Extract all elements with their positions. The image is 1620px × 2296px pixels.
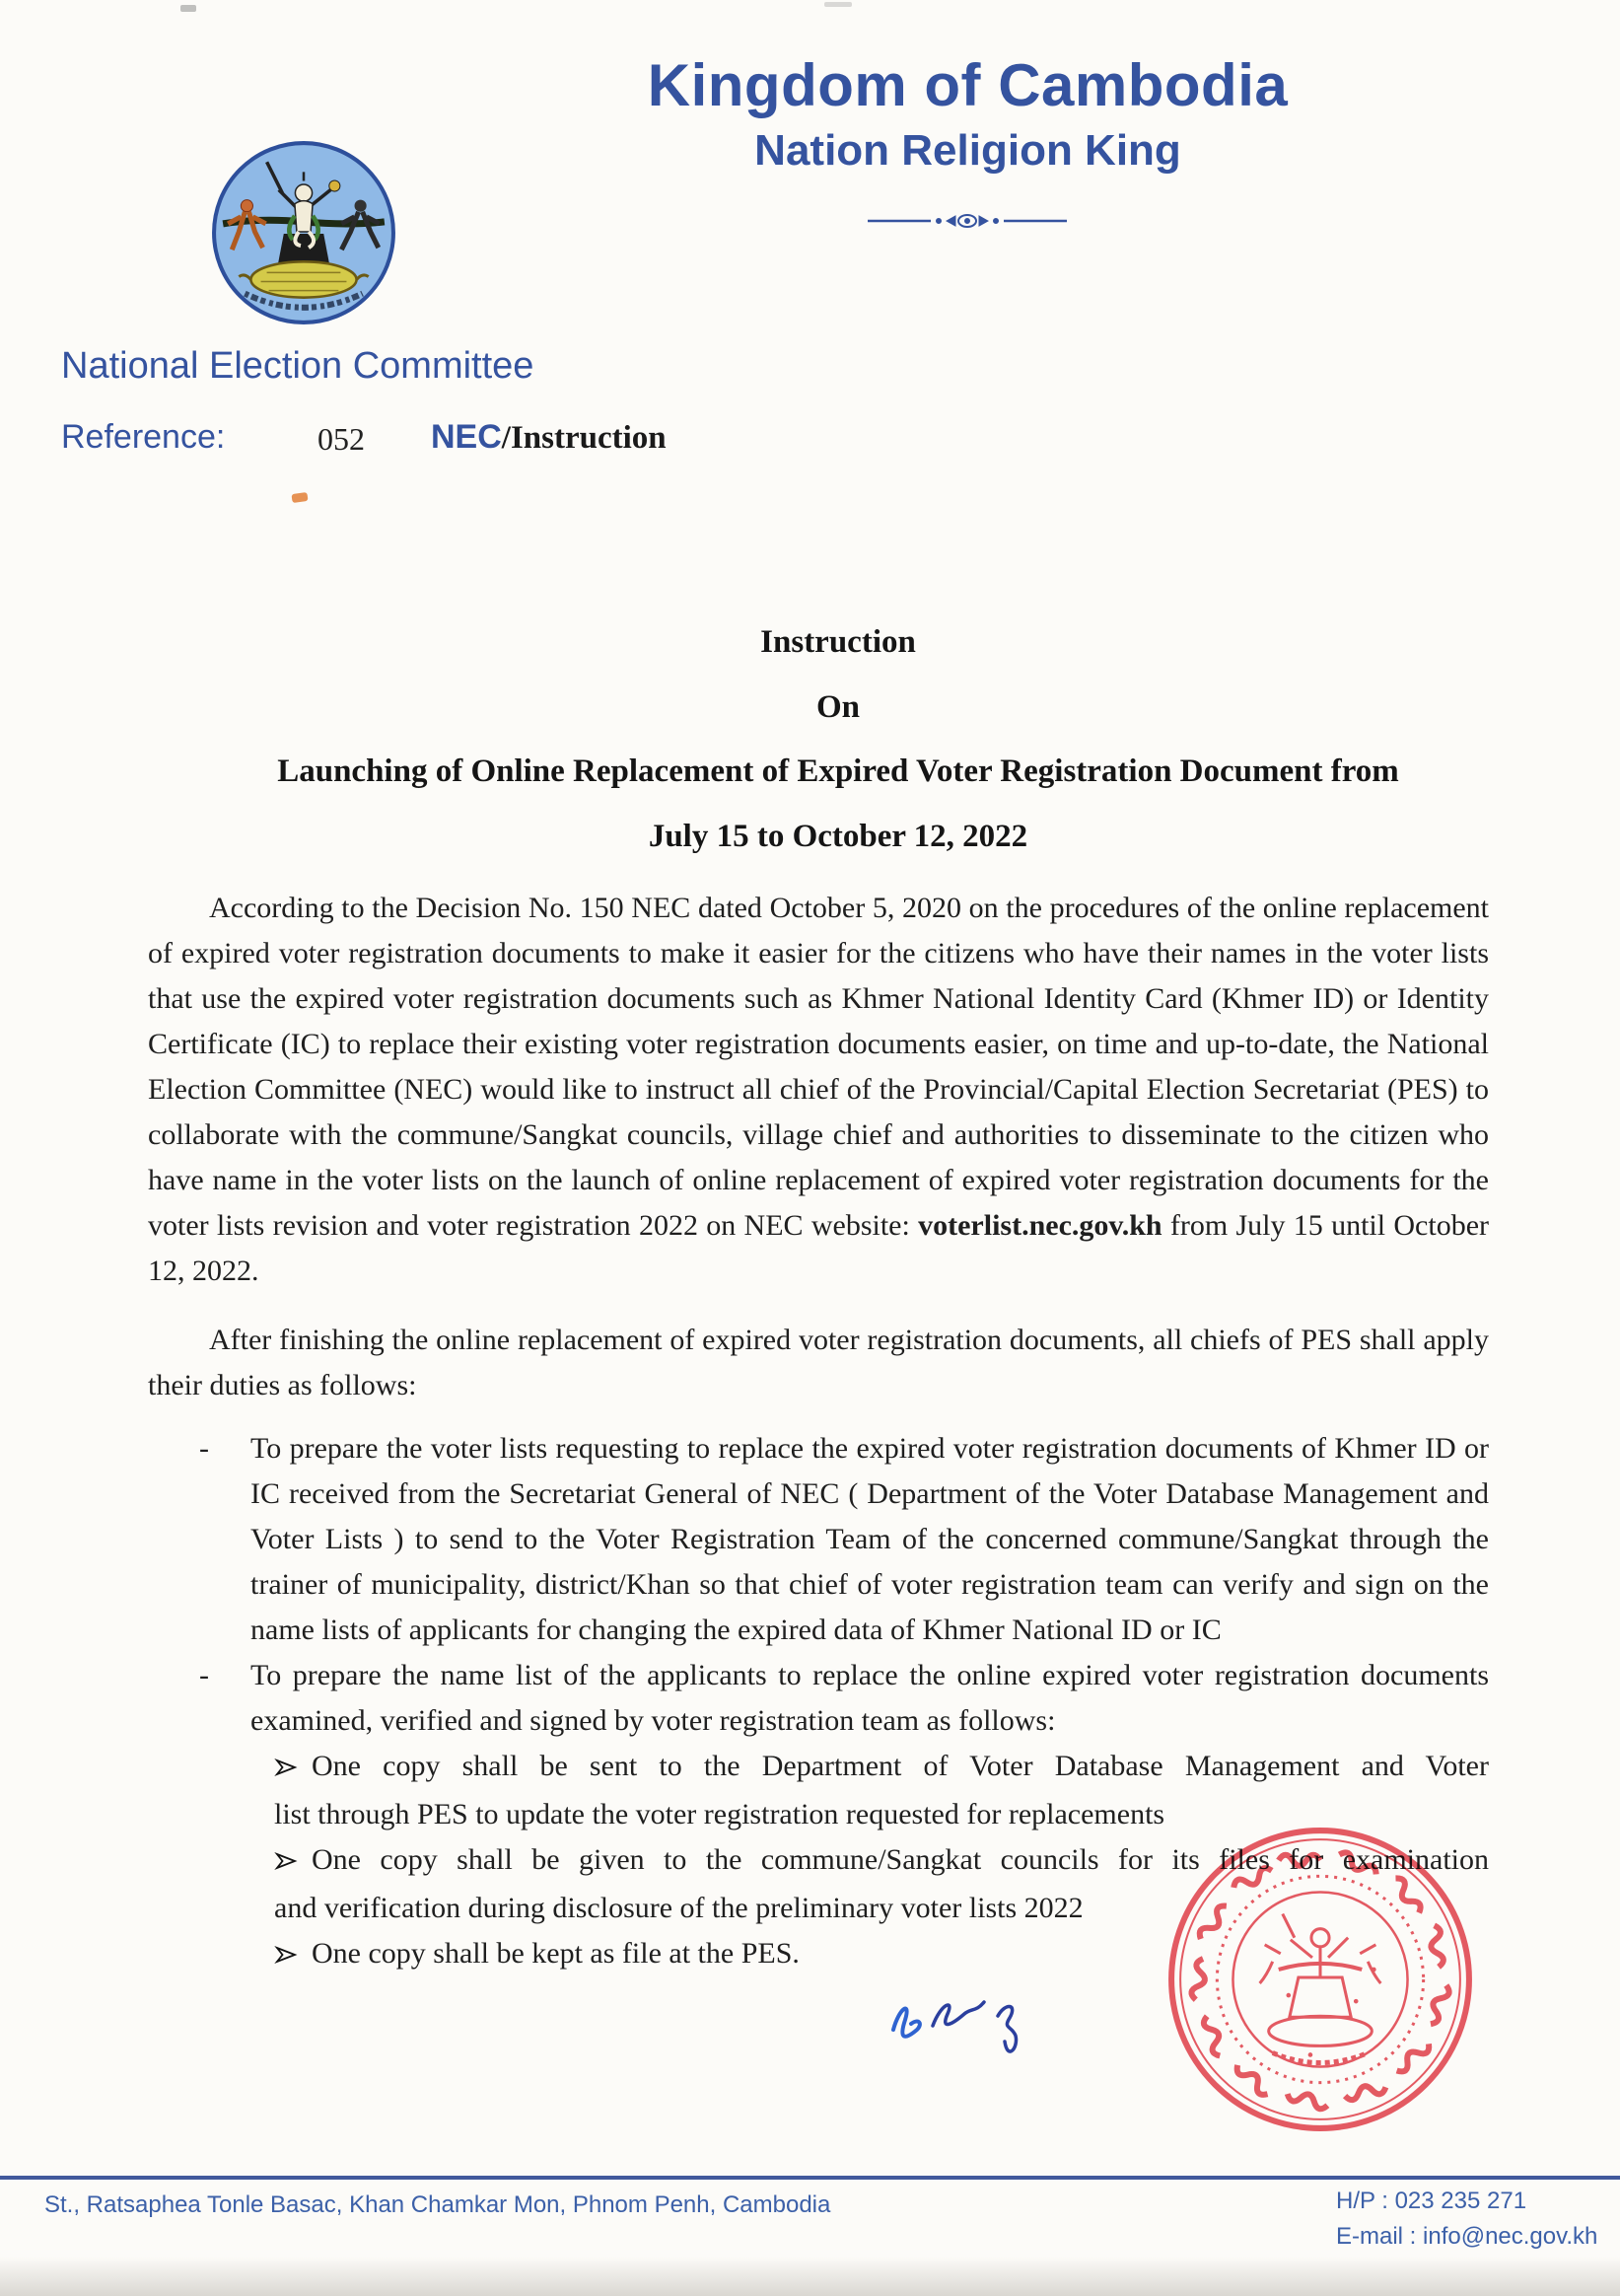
paragraph-1-text: According to the Decision No. 150 NEC dated October 5, 2020 on the procedures of the online replacement of expired voter registration documents to make it easier for the citizens who have their names in the voter lists that use the expired voter registration documents such as Khmer National Identity Card (Khmer ID) or Identity Certificate (IC) to replace their existing voter registration documents easier, on time and up-to-date, the National Election Committee (NEC) would like to instruct all chief of the Provincial/Capital Election Secretariat (PES) to collaborate with the commune/Sangkat councils, village chief and authorities to disseminate to the citizen who have name in the voter lists on the launch of online replacement of expired voter registration documents for the voter lists revision and voter registration 2022 on NEC website: [148,892,1489,1242]
arrow-bullet-icon [274,1840,298,1886]
sub-bullet-1-line2: list through PES to update the voter registration requested for replacements [274,1798,1165,1830]
instruction-title-line2: On [815,689,861,725]
website-url-bold: voterlist.nec.gov.kh [918,1209,1162,1242]
reference-org [431,418,667,457]
nec-emblem-logo-icon [209,138,398,332]
dash-marker: - [199,1659,209,1691]
sub-bullet-2-line2: and verification during disclosure of the preliminary voter lists 2022 [274,1892,1084,1924]
document-body [148,886,1489,1979]
reference-org-text: NEC [431,418,502,456]
footer-phone: H/P : 023 235 271 [1336,2188,1527,2214]
sub-bullet-1-line1 [274,1744,1489,1792]
sub-bullet-2-text: One copy shall be given to the commune/Sangkat councils for its files for examination [312,1843,1489,1876]
footer-address: St., Ratsaphea Tonle Basac, Khan Chamkar Mon, Phnom Penh, Cambodia [44,2191,831,2218]
reference-number: 052 [317,421,365,457]
bullet-item-1-text: To prepare the voter lists requesting to replace the expired voter registration documents of Khmer ID or IC received from the Secretariat General of NEC ( Department of the Voter Database Management and Voter Lists ) to send to the Voter Registration Team of the concerned commune/Sangkat through the trainer of municipality, district/Khan so that chief of voter registration team can verify and sign on the name lists of applicants for changing the expired data of Khmer National ID or IC [250,1432,1489,1646]
nec-red-stamp-seal [1162,1821,1479,2143]
kingdom-title: Kingdom of Cambodia [647,52,1289,118]
scan-artifact [824,2,852,7]
bullet-item-1 [148,1426,1489,1653]
footer-divider [0,2176,1620,2180]
paragraph-1-tail: from July 15 until October 12, 2022. [148,1209,1490,1287]
bullet-item-2 [148,1653,1489,1744]
instruction-title-line4: July 15 to October 12, 2022 [648,819,1028,854]
sub-bullet-3-text: One copy shall be kept as file at the PES. [312,1937,800,1970]
dash-marker: - [199,1432,209,1465]
paragraph-1 [148,886,1489,1294]
ornament-divider-icon [866,212,1069,235]
sub-bullet-1-text: One copy shall be sent to the Department of Voter Database Management and Voter [312,1750,1489,1782]
reference-label: Reference: [61,418,226,456]
instruction-title-line1: Instruction [760,624,916,660]
handwritten-initials [885,1988,1033,2082]
scan-artifact [291,492,308,503]
arrow-bullet-icon [274,1934,298,1979]
committee-name: National Election Committee [61,345,534,387]
scan-artifact [180,5,196,12]
reference-row [0,418,1620,467]
arrow-bullet-icon [274,1747,298,1792]
bullet-item-2-text: To prepare the name list of the applicants to replace the online expired voter registration documents examined, verified and signed by voter registration team as follows: [250,1659,1489,1737]
instruction-title-line3: Launching of Online Replacement of Expired Voter Registration Document from [277,753,1399,789]
motto-title: Nation Religion King [754,126,1181,175]
reference-type: /Instruction [501,420,667,456]
paragraph-2: After finishing the online replacement of expired voter registration documents, all chiefs of PES shall apply their duties as follows: [148,1324,1489,1401]
footer-email: E-mail : info@nec.gov.kh [1336,2223,1598,2250]
scan-artifact [0,2257,1620,2296]
